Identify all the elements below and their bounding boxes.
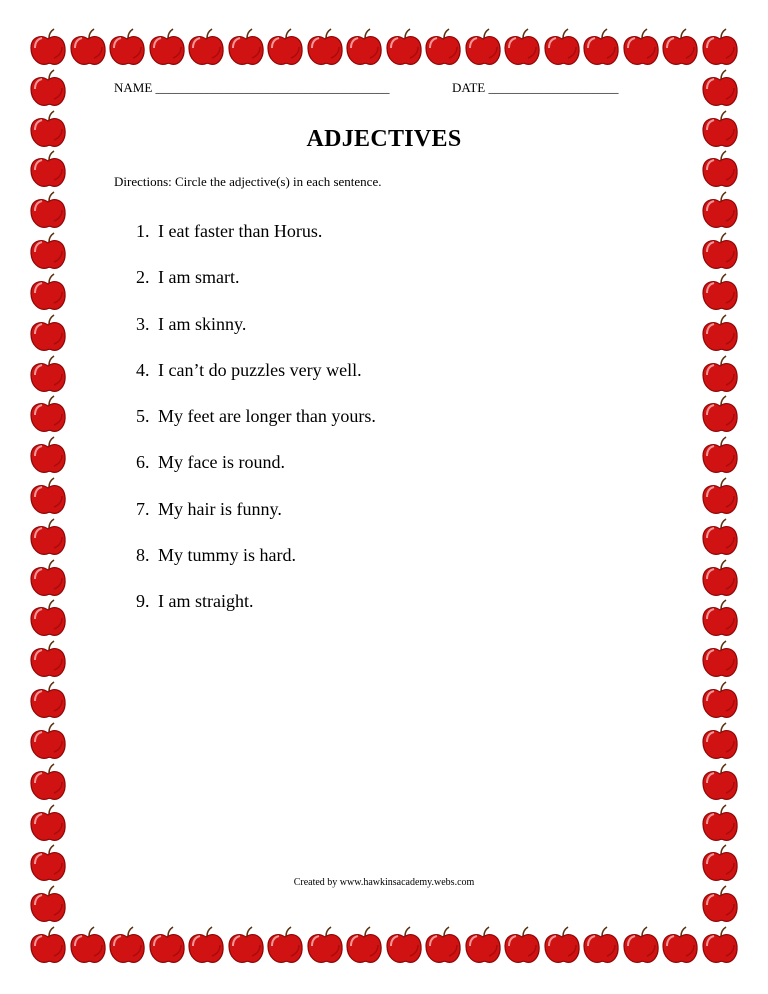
- sentence-text: I am smart.: [158, 267, 240, 288]
- sentence-text: I eat faster than Horus.: [158, 221, 323, 241]
- apple-icon: [700, 314, 740, 354]
- apple-icon: [700, 191, 740, 231]
- sentence-text: I am straight.: [158, 591, 254, 612]
- apple-icon: [700, 477, 740, 517]
- apple-icon: [700, 518, 740, 558]
- apple-icon: [28, 232, 68, 272]
- sentence-item: [136, 357, 376, 403]
- apple-icon: [28, 599, 68, 639]
- apple-icon: [28, 926, 68, 966]
- sentence-number: 3.: [136, 313, 150, 334]
- apple-icon: [28, 191, 68, 231]
- apple-icon: [28, 722, 68, 762]
- apple-icon: [700, 804, 740, 844]
- apple-icon: [147, 28, 187, 68]
- apple-icon: [700, 885, 740, 925]
- apple-icon: [107, 926, 147, 966]
- apple-icon: [700, 559, 740, 599]
- apple-icon: [28, 150, 68, 190]
- apple-icon: [226, 926, 266, 966]
- apple-icon: [384, 28, 424, 68]
- apple-icon: [700, 436, 740, 476]
- apple-icon: [542, 28, 582, 68]
- apple-icon: [28, 804, 68, 844]
- sentence-list: [136, 218, 376, 635]
- apple-icon: [28, 28, 68, 68]
- sentence-number: 9.: [136, 591, 150, 612]
- apple-icon: [28, 314, 68, 354]
- sentence-number: 8.: [136, 545, 150, 566]
- sentence-item: [136, 588, 376, 634]
- apple-icon: [700, 28, 740, 68]
- apple-icon: [265, 28, 305, 68]
- apple-icon: [423, 926, 463, 966]
- apple-icon: [265, 926, 305, 966]
- sentence-text: My hair is funny.: [158, 498, 282, 519]
- sentence-item: [136, 311, 376, 357]
- apple-icon: [107, 28, 147, 68]
- apple-icon: [700, 273, 740, 313]
- date-line: DATE ____________________: [452, 80, 619, 95]
- apple-icon: [502, 28, 542, 68]
- apple-icon: [147, 926, 187, 966]
- sentence-number: 6.: [136, 452, 150, 473]
- apple-icon: [68, 926, 108, 966]
- apple-icon: [700, 150, 740, 190]
- apple-icon: [28, 355, 68, 395]
- sentence-text: My feet are longer than yours.: [158, 406, 376, 427]
- sentence-item: [136, 542, 376, 588]
- apple-icon: [28, 681, 68, 721]
- apple-icon: [305, 28, 345, 68]
- apple-icon: [344, 926, 384, 966]
- apple-icon: [463, 28, 503, 68]
- apple-icon: [660, 28, 700, 68]
- apple-icon: [700, 640, 740, 680]
- sentence-number: 4.: [136, 359, 150, 380]
- sentence-item: [136, 264, 376, 310]
- worksheet-title: ADJECTIVES: [306, 126, 462, 152]
- sentence-item: [136, 218, 376, 264]
- apple-icon: [28, 477, 68, 517]
- apple-icon: [384, 926, 424, 966]
- apple-icon: [463, 926, 503, 966]
- sentence-number: 2.: [136, 267, 150, 288]
- name-line: NAME ____________________________________: [114, 80, 390, 95]
- directions-text: Directions: Circle the adjective(s) in each sentence.: [114, 174, 382, 189]
- apple-icon: [28, 640, 68, 680]
- apple-icon: [700, 599, 740, 639]
- apple-icon: [621, 926, 661, 966]
- apple-icon: [28, 436, 68, 476]
- sentence-item: [136, 403, 376, 449]
- sentence-item: [136, 496, 376, 542]
- apple-icon: [700, 926, 740, 966]
- apple-icon: [28, 273, 68, 313]
- apple-icon: [700, 69, 740, 109]
- apple-icon: [542, 926, 582, 966]
- apple-icon: [660, 926, 700, 966]
- apple-icon: [28, 763, 68, 803]
- sentence-item: [136, 449, 376, 495]
- apple-icon: [305, 926, 345, 966]
- apple-icon: [28, 559, 68, 599]
- sentence-text: My tummy is hard.: [158, 545, 296, 566]
- apple-icon: [581, 28, 621, 68]
- apple-icon: [226, 28, 266, 68]
- apple-icon: [68, 28, 108, 68]
- sentence-number: 5.: [136, 406, 150, 427]
- apple-icon: [28, 518, 68, 558]
- sentence-number: 1.: [136, 221, 150, 241]
- sentence-number: 7.: [136, 498, 150, 519]
- apple-icon: [700, 722, 740, 762]
- apple-icon: [700, 681, 740, 721]
- apple-icon: [700, 355, 740, 395]
- apple-icon: [344, 28, 384, 68]
- sentence-text: I can’t do puzzles very well.: [158, 359, 362, 380]
- apple-icon: [621, 28, 661, 68]
- apple-icon: [28, 885, 68, 925]
- apple-icon: [186, 28, 226, 68]
- apple-icon: [581, 926, 621, 966]
- footer-credit: Created by www.hawkinsacademy.webs.com: [293, 877, 475, 888]
- apple-icon: [700, 763, 740, 803]
- sentence-text: I am skinny.: [158, 313, 247, 334]
- sentence-text: My face is round.: [158, 452, 285, 473]
- apple-icon: [186, 926, 226, 966]
- apple-icon: [28, 395, 68, 435]
- apple-icon: [28, 69, 68, 109]
- apple-icon: [700, 232, 740, 272]
- apple-icon: [700, 395, 740, 435]
- apple-icon: [502, 926, 542, 966]
- apple-icon: [423, 28, 463, 68]
